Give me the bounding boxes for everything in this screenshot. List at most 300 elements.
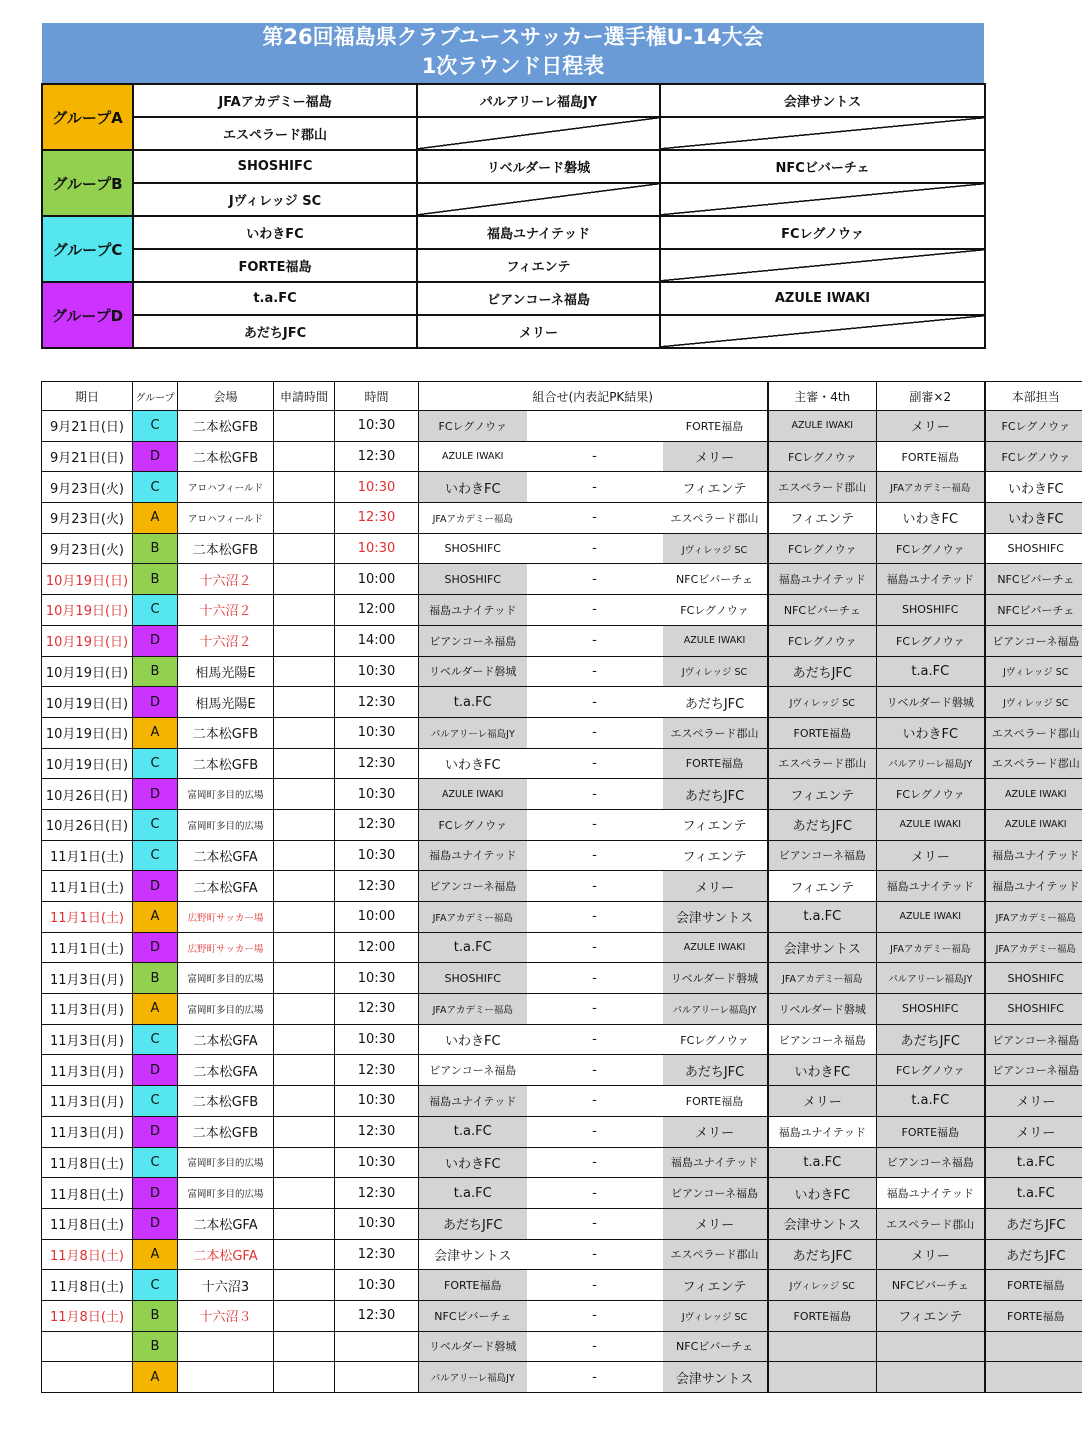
sched-hq: FORTE福島 — [985, 1270, 1082, 1301]
sched-separator: - — [527, 840, 663, 871]
sched-time — [335, 1362, 419, 1393]
sched-home-team: いわきFC — [419, 1024, 527, 1055]
sched-referee: あだちJFC — [768, 809, 877, 840]
sched-home-team: FORTE福島 — [419, 1270, 527, 1301]
sched-group: C — [133, 1270, 178, 1301]
sched-separator: - — [527, 1362, 663, 1393]
sched-apply-time — [274, 932, 335, 963]
sched-venue: 二本松GFB — [178, 1116, 274, 1147]
group-team: NFCビバーチェ — [660, 150, 985, 183]
sched-venue: 二本松GFA — [178, 1239, 274, 1270]
sched-hq: JFAアカデミー福島 — [985, 932, 1082, 963]
sched-group: D — [133, 1116, 178, 1147]
sched-hq — [985, 1362, 1082, 1393]
group-team: フィエンテ — [417, 249, 660, 282]
sched-date: 11月1日(土) — [42, 871, 133, 902]
sched-away-team: FORTE福島 — [663, 411, 768, 442]
sched-group: B — [133, 564, 178, 595]
sched-home-team: JFAアカデミー福島 — [419, 902, 527, 933]
group-team: ビアンコーネ福島 — [417, 282, 660, 315]
header-referee: 主審・4th — [768, 382, 877, 411]
sched-home-team: FCレグノウァ — [419, 809, 527, 840]
group-team: Jヴィレッジ SC — [133, 183, 417, 216]
sched-separator: - — [527, 687, 663, 718]
sched-time — [335, 1331, 419, 1362]
sched-time: 12:30 — [335, 809, 419, 840]
sched-apply-time — [274, 994, 335, 1025]
sched-home-team: いわきFC — [419, 748, 527, 779]
schedule-row — [42, 1178, 1082, 1209]
sched-group: B — [133, 656, 178, 687]
sched-apply-time — [274, 809, 335, 840]
sched-referee: フィエンテ — [768, 503, 877, 534]
sched-home-team: パルアリーレ福島JY — [419, 1362, 527, 1393]
sched-hq: JFAアカデミー福島 — [985, 902, 1082, 933]
schedule-row — [42, 687, 1082, 718]
schedule-row — [42, 963, 1082, 994]
sched-hq: FCレグノウァ — [985, 441, 1082, 472]
group-row — [42, 117, 985, 150]
sched-apply-time — [274, 625, 335, 656]
sched-assistant: リベルダード磐城 — [877, 687, 985, 718]
schedule-row — [42, 1116, 1082, 1147]
sched-hq: ビアンコーネ福島 — [985, 625, 1082, 656]
sched-referee: t.a.FC — [768, 902, 877, 933]
sched-group: B — [133, 1300, 178, 1331]
sched-time: 10:30 — [335, 1147, 419, 1178]
sched-away-team: FCレグノウァ — [663, 1024, 768, 1055]
sched-home-team: FCレグノウァ — [419, 411, 527, 442]
schedule-row — [42, 564, 1082, 595]
sched-separator: - — [527, 1239, 663, 1270]
sched-hq: NFCビバーチェ — [985, 595, 1082, 626]
groups-table — [41, 83, 986, 349]
sched-group: C — [133, 472, 178, 503]
sched-group: A — [133, 717, 178, 748]
sched-venue: アロハフィールド — [178, 472, 274, 503]
sched-separator: - — [527, 779, 663, 810]
sched-venue: 広野町サッカー場 — [178, 902, 274, 933]
sched-time: 12:30 — [335, 687, 419, 718]
sched-home-team: SHOSHIFC — [419, 963, 527, 994]
group-team: 会津サントス — [660, 84, 985, 117]
sched-away-team: 会津サントス — [663, 902, 768, 933]
schedule-row — [42, 503, 1082, 534]
sched-apply-time — [274, 1116, 335, 1147]
sched-date: 11月3日(月) — [42, 963, 133, 994]
sched-date: 10月19日(日) — [42, 748, 133, 779]
sched-separator: - — [527, 1024, 663, 1055]
sched-referee: t.a.FC — [768, 1147, 877, 1178]
sched-hq: Jヴィレッジ SC — [985, 656, 1082, 687]
sched-hq: SHOSHIFC — [985, 533, 1082, 564]
sched-referee: Jヴィレッジ SC — [768, 687, 877, 718]
sched-assistant: SHOSHIFC — [877, 595, 985, 626]
sched-hq: FCレグノウァ — [985, 411, 1082, 442]
header-hq: 本部担当 — [985, 382, 1082, 411]
sched-away-team: Jヴィレッジ SC — [663, 656, 768, 687]
sched-separator: - — [527, 533, 663, 564]
schedule-row — [42, 902, 1082, 933]
schedule-table — [41, 381, 1082, 1393]
sched-referee: FORTE福島 — [768, 1300, 877, 1331]
sched-group: D — [133, 687, 178, 718]
sched-away-team: Jヴィレッジ SC — [663, 533, 768, 564]
schedule-row — [42, 994, 1082, 1025]
sched-home-team: あだちJFC — [419, 1208, 527, 1239]
sched-separator: - — [527, 1178, 663, 1209]
sched-assistant: パルアリーレ福島JY — [877, 963, 985, 994]
sched-venue: 十六沼２ — [178, 625, 274, 656]
sched-venue: 二本松GFA — [178, 1055, 274, 1086]
sched-hq: あだちJFC — [985, 1208, 1082, 1239]
sched-referee: FCレグノウァ — [768, 625, 877, 656]
sched-time: 10:30 — [335, 1086, 419, 1117]
sched-time: 12:30 — [335, 871, 419, 902]
sched-separator: - — [527, 871, 663, 902]
sched-date: 10月26日(日) — [42, 809, 133, 840]
sched-hq: Jヴィレッジ SC — [985, 687, 1082, 718]
sched-assistant: メリー — [877, 411, 985, 442]
sched-referee: メリー — [768, 1086, 877, 1117]
sched-apply-time — [274, 687, 335, 718]
sched-time: 12:00 — [335, 932, 419, 963]
sched-home-team: 福島ユナイテッド — [419, 840, 527, 871]
schedule-row — [42, 595, 1082, 626]
sched-separator: - — [527, 656, 663, 687]
sched-venue: 二本松GFA — [178, 1024, 274, 1055]
sched-apply-time — [274, 717, 335, 748]
sched-date: 9月21日(日) — [42, 411, 133, 442]
sched-assistant: いわきFC — [877, 717, 985, 748]
sched-venue: 富岡町多目的広場 — [178, 809, 274, 840]
sched-venue: 二本松GFB — [178, 411, 274, 442]
sched-venue: 広野町サッカー場 — [178, 932, 274, 963]
sched-referee: いわきFC — [768, 1178, 877, 1209]
sched-away-team: FORTE福島 — [663, 1086, 768, 1117]
sched-date: 10月19日(日) — [42, 717, 133, 748]
schedule-row — [42, 1300, 1082, 1331]
sched-separator: - — [527, 1208, 663, 1239]
sched-time: 12:30 — [335, 441, 419, 472]
sched-group: D — [133, 871, 178, 902]
sched-separator: - — [527, 1147, 663, 1178]
sched-separator: - — [527, 1086, 663, 1117]
sched-hq: t.a.FC — [985, 1147, 1082, 1178]
sched-time: 10:00 — [335, 902, 419, 933]
schedule-row — [42, 441, 1082, 472]
sched-venue: 富岡町多目的広場 — [178, 1178, 274, 1209]
sched-referee — [768, 1362, 877, 1393]
sched-hq: FORTE福島 — [985, 1300, 1082, 1331]
schedule-row — [42, 1086, 1082, 1117]
sched-apply-time — [274, 503, 335, 534]
sched-apply-time — [274, 1300, 335, 1331]
sched-date: 11月1日(土) — [42, 840, 133, 871]
sched-referee: あだちJFC — [768, 1239, 877, 1270]
group-row — [42, 150, 985, 183]
sched-away-team: フィエンテ — [663, 1270, 768, 1301]
sched-date: 11月3日(月) — [42, 1024, 133, 1055]
sched-date: 11月8日(土) — [42, 1270, 133, 1301]
sched-separator: - — [527, 503, 663, 534]
sched-home-team: AZULE IWAKI — [419, 441, 527, 472]
sched-home-team: リベルダード磐城 — [419, 1331, 527, 1362]
sched-hq: いわきFC — [985, 472, 1082, 503]
sched-apply-time — [274, 1208, 335, 1239]
sched-away-team: フィエンテ — [663, 840, 768, 871]
sched-date: 11月8日(土) — [42, 1300, 133, 1331]
sched-assistant: 福島ユナイテッド — [877, 1178, 985, 1209]
sched-date: 9月23日(火) — [42, 472, 133, 503]
sched-separator: - — [527, 748, 663, 779]
sched-away-team: エスペラード郡山 — [663, 1239, 768, 1270]
sched-assistant: t.a.FC — [877, 656, 985, 687]
schedule-row — [42, 779, 1082, 810]
sched-home-team: JFAアカデミー福島 — [419, 503, 527, 534]
sched-time: 12:30 — [335, 1055, 419, 1086]
sched-venue: 富岡町多目的広場 — [178, 1147, 274, 1178]
sched-away-team: 福島ユナイテッド — [663, 1147, 768, 1178]
sched-home-team: 福島ユナイテッド — [419, 595, 527, 626]
group-row — [42, 216, 985, 249]
sched-assistant: NFCビバーチェ — [877, 1270, 985, 1301]
sched-date: 10月19日(日) — [42, 564, 133, 595]
sched-assistant: JFAアカデミー福島 — [877, 472, 985, 503]
sched-separator: - — [527, 1331, 663, 1362]
sched-group: D — [133, 932, 178, 963]
sched-away-team: エスペラード郡山 — [663, 503, 768, 534]
sched-assistant: ビアンコーネ福島 — [877, 1147, 985, 1178]
sched-referee: フィエンテ — [768, 779, 877, 810]
sched-assistant: パルアリーレ福島JY — [877, 748, 985, 779]
group-team: FORTE福島 — [133, 249, 417, 282]
sched-home-team: リベルダード磐城 — [419, 656, 527, 687]
sched-assistant: FORTE福島 — [877, 1116, 985, 1147]
sched-referee: リベルダード磐城 — [768, 994, 877, 1025]
sched-date: 10月19日(日) — [42, 625, 133, 656]
sched-venue: アロハフィールド — [178, 503, 274, 534]
sched-time: 12:30 — [335, 994, 419, 1025]
schedule-row — [42, 1208, 1082, 1239]
sched-date: 10月26日(日) — [42, 779, 133, 810]
sched-away-team: メリー — [663, 441, 768, 472]
empty-slot — [417, 183, 660, 216]
sched-group: D — [133, 1055, 178, 1086]
sched-time: 12:30 — [335, 1239, 419, 1270]
group-row — [42, 282, 985, 315]
sched-home-team: 福島ユナイテッド — [419, 1086, 527, 1117]
sched-group: C — [133, 1086, 178, 1117]
sched-apply-time — [274, 1147, 335, 1178]
group-team: メリー — [417, 315, 660, 348]
sched-away-team: FCレグノウァ — [663, 595, 768, 626]
sched-home-team: t.a.FC — [419, 1116, 527, 1147]
schedule-row — [42, 1270, 1082, 1301]
sched-group: C — [133, 1024, 178, 1055]
sched-group: A — [133, 503, 178, 534]
header-assistant: 副審×2 — [877, 382, 985, 411]
sched-away-team: メリー — [663, 1116, 768, 1147]
group-team: SHOSHIFC — [133, 150, 417, 183]
sched-time: 10:30 — [335, 472, 419, 503]
sched-group: D — [133, 441, 178, 472]
sched-hq: AZULE IWAKI — [985, 779, 1082, 810]
sched-home-team: 会津サントス — [419, 1239, 527, 1270]
sched-assistant — [877, 1331, 985, 1362]
sched-referee: フィエンテ — [768, 871, 877, 902]
sched-apply-time — [274, 1331, 335, 1362]
sched-venue: 富岡町多目的広場 — [178, 994, 274, 1025]
sched-home-team: JFAアカデミー福島 — [419, 994, 527, 1025]
sched-group: A — [133, 994, 178, 1025]
sched-date: 11月3日(月) — [42, 1055, 133, 1086]
schedule-row — [42, 656, 1082, 687]
sched-apply-time — [274, 1055, 335, 1086]
sched-time: 10:30 — [335, 1024, 419, 1055]
schedule-row — [42, 840, 1082, 871]
schedule-row — [42, 1024, 1082, 1055]
sched-home-team: AZULE IWAKI — [419, 779, 527, 810]
sched-away-team: Jヴィレッジ SC — [663, 1300, 768, 1331]
sched-away-team: NFCビバーチェ — [663, 564, 768, 595]
sched-date: 11月3日(月) — [42, 1086, 133, 1117]
sched-assistant: いわきFC — [877, 503, 985, 534]
sched-hq: いわきFC — [985, 503, 1082, 534]
sched-assistant: FCレグノウァ — [877, 779, 985, 810]
sched-apply-time — [274, 1362, 335, 1393]
group-team: エスペラード郡山 — [133, 117, 417, 150]
sched-venue: 十六沼３ — [178, 1300, 274, 1331]
sched-venue: 二本松GFB — [178, 748, 274, 779]
sched-date: 11月1日(土) — [42, 932, 133, 963]
empty-slot — [660, 183, 985, 216]
sched-hq: エスペラード郡山 — [985, 717, 1082, 748]
sched-venue: 二本松GFB — [178, 1086, 274, 1117]
header-matchup: 組合せ(内表記PK結果) — [419, 382, 768, 411]
sched-assistant: 福島ユナイテッド — [877, 871, 985, 902]
header-date: 期日 — [42, 382, 133, 411]
sched-hq: t.a.FC — [985, 1178, 1082, 1209]
group-team: AZULE IWAKI — [660, 282, 985, 315]
sched-group: B — [133, 963, 178, 994]
sched-separator: - — [527, 595, 663, 626]
sched-time: 10:30 — [335, 840, 419, 871]
sched-separator: - — [527, 994, 663, 1025]
sched-separator: - — [527, 1300, 663, 1331]
sched-apply-time — [274, 441, 335, 472]
sched-separator: - — [527, 441, 663, 472]
schedule-row — [42, 1147, 1082, 1178]
group-team: FCレグノウァ — [660, 216, 985, 249]
header-apply-time: 申請時間 — [274, 382, 335, 411]
sched-assistant: フィエンテ — [877, 1300, 985, 1331]
group-team: あだちJFC — [133, 315, 417, 348]
sched-date — [42, 1331, 133, 1362]
group-label-a: グループA — [42, 84, 133, 150]
sched-apply-time — [274, 1239, 335, 1270]
sched-hq — [985, 1331, 1082, 1362]
title-line-1: 第26回福島県クラブユースサッカー選手権U-14大会 — [262, 25, 764, 49]
sched-group: C — [133, 748, 178, 779]
schedule-row — [42, 1362, 1082, 1393]
sched-away-team: エスペラード郡山 — [663, 717, 768, 748]
sched-venue: 二本松GFA — [178, 1208, 274, 1239]
sched-separator: - — [527, 809, 663, 840]
sched-hq: SHOSHIFC — [985, 963, 1082, 994]
header-venue: 会場 — [178, 382, 274, 411]
sched-apply-time — [274, 963, 335, 994]
group-team: 福島ユナイテッド — [417, 216, 660, 249]
sched-home-team: NFCビバーチェ — [419, 1300, 527, 1331]
sched-time: 10:00 — [335, 564, 419, 595]
sched-separator: - — [527, 1055, 663, 1086]
sched-venue: 富岡町多目的広場 — [178, 779, 274, 810]
sched-group: D — [133, 625, 178, 656]
sched-apply-time — [274, 1178, 335, 1209]
group-label-d: グループD — [42, 282, 133, 348]
schedule-row — [42, 932, 1082, 963]
sched-date: 10月19日(日) — [42, 687, 133, 718]
sched-apply-time — [274, 656, 335, 687]
group-team: JFAアカデミー福島 — [133, 84, 417, 117]
header-time: 時間 — [335, 382, 419, 411]
group-row — [42, 249, 985, 282]
sched-home-team: ビアンコーネ福島 — [419, 625, 527, 656]
sched-referee: 福島ユナイテッド — [768, 564, 877, 595]
sched-venue: 二本松GFB — [178, 441, 274, 472]
sched-apply-time — [274, 1270, 335, 1301]
sched-home-team: t.a.FC — [419, 1178, 527, 1209]
sched-referee: FORTE福島 — [768, 717, 877, 748]
schedule-row — [42, 717, 1082, 748]
group-team: いわきFC — [133, 216, 417, 249]
sched-assistant: メリー — [877, 840, 985, 871]
sched-referee — [768, 1331, 877, 1362]
group-row — [42, 183, 985, 216]
sched-referee: いわきFC — [768, 1055, 877, 1086]
sched-home-team: いわきFC — [419, 1147, 527, 1178]
sched-assistant: AZULE IWAKI — [877, 902, 985, 933]
sched-assistant: SHOSHIFC — [877, 994, 985, 1025]
sched-home-team: いわきFC — [419, 472, 527, 503]
group-team: t.a.FC — [133, 282, 417, 315]
sched-referee: 会津サントス — [768, 932, 877, 963]
sched-apply-time — [274, 1024, 335, 1055]
sched-date: 11月1日(土) — [42, 902, 133, 933]
sched-away-team: 会津サントス — [663, 1362, 768, 1393]
schedule-row — [42, 809, 1082, 840]
sched-time: 10:30 — [335, 963, 419, 994]
sched-hq: 福島ユナイテッド — [985, 871, 1082, 902]
sched-apply-time — [274, 533, 335, 564]
sched-group: C — [133, 809, 178, 840]
sched-away-team: FORTE福島 — [663, 748, 768, 779]
sched-date: 10月19日(日) — [42, 656, 133, 687]
sched-time: 10:30 — [335, 1270, 419, 1301]
sched-referee: ビアンコーネ福島 — [768, 840, 877, 871]
sched-venue: 二本松GFB — [178, 717, 274, 748]
schedule-row — [42, 871, 1082, 902]
sched-hq: あだちJFC — [985, 1239, 1082, 1270]
sched-separator: - — [527, 564, 663, 595]
sched-separator: - — [527, 625, 663, 656]
empty-slot — [660, 249, 985, 282]
sched-venue: 十六沼２ — [178, 564, 274, 595]
sched-hq: メリー — [985, 1086, 1082, 1117]
sched-group: C — [133, 595, 178, 626]
schedule-row — [42, 1331, 1082, 1362]
